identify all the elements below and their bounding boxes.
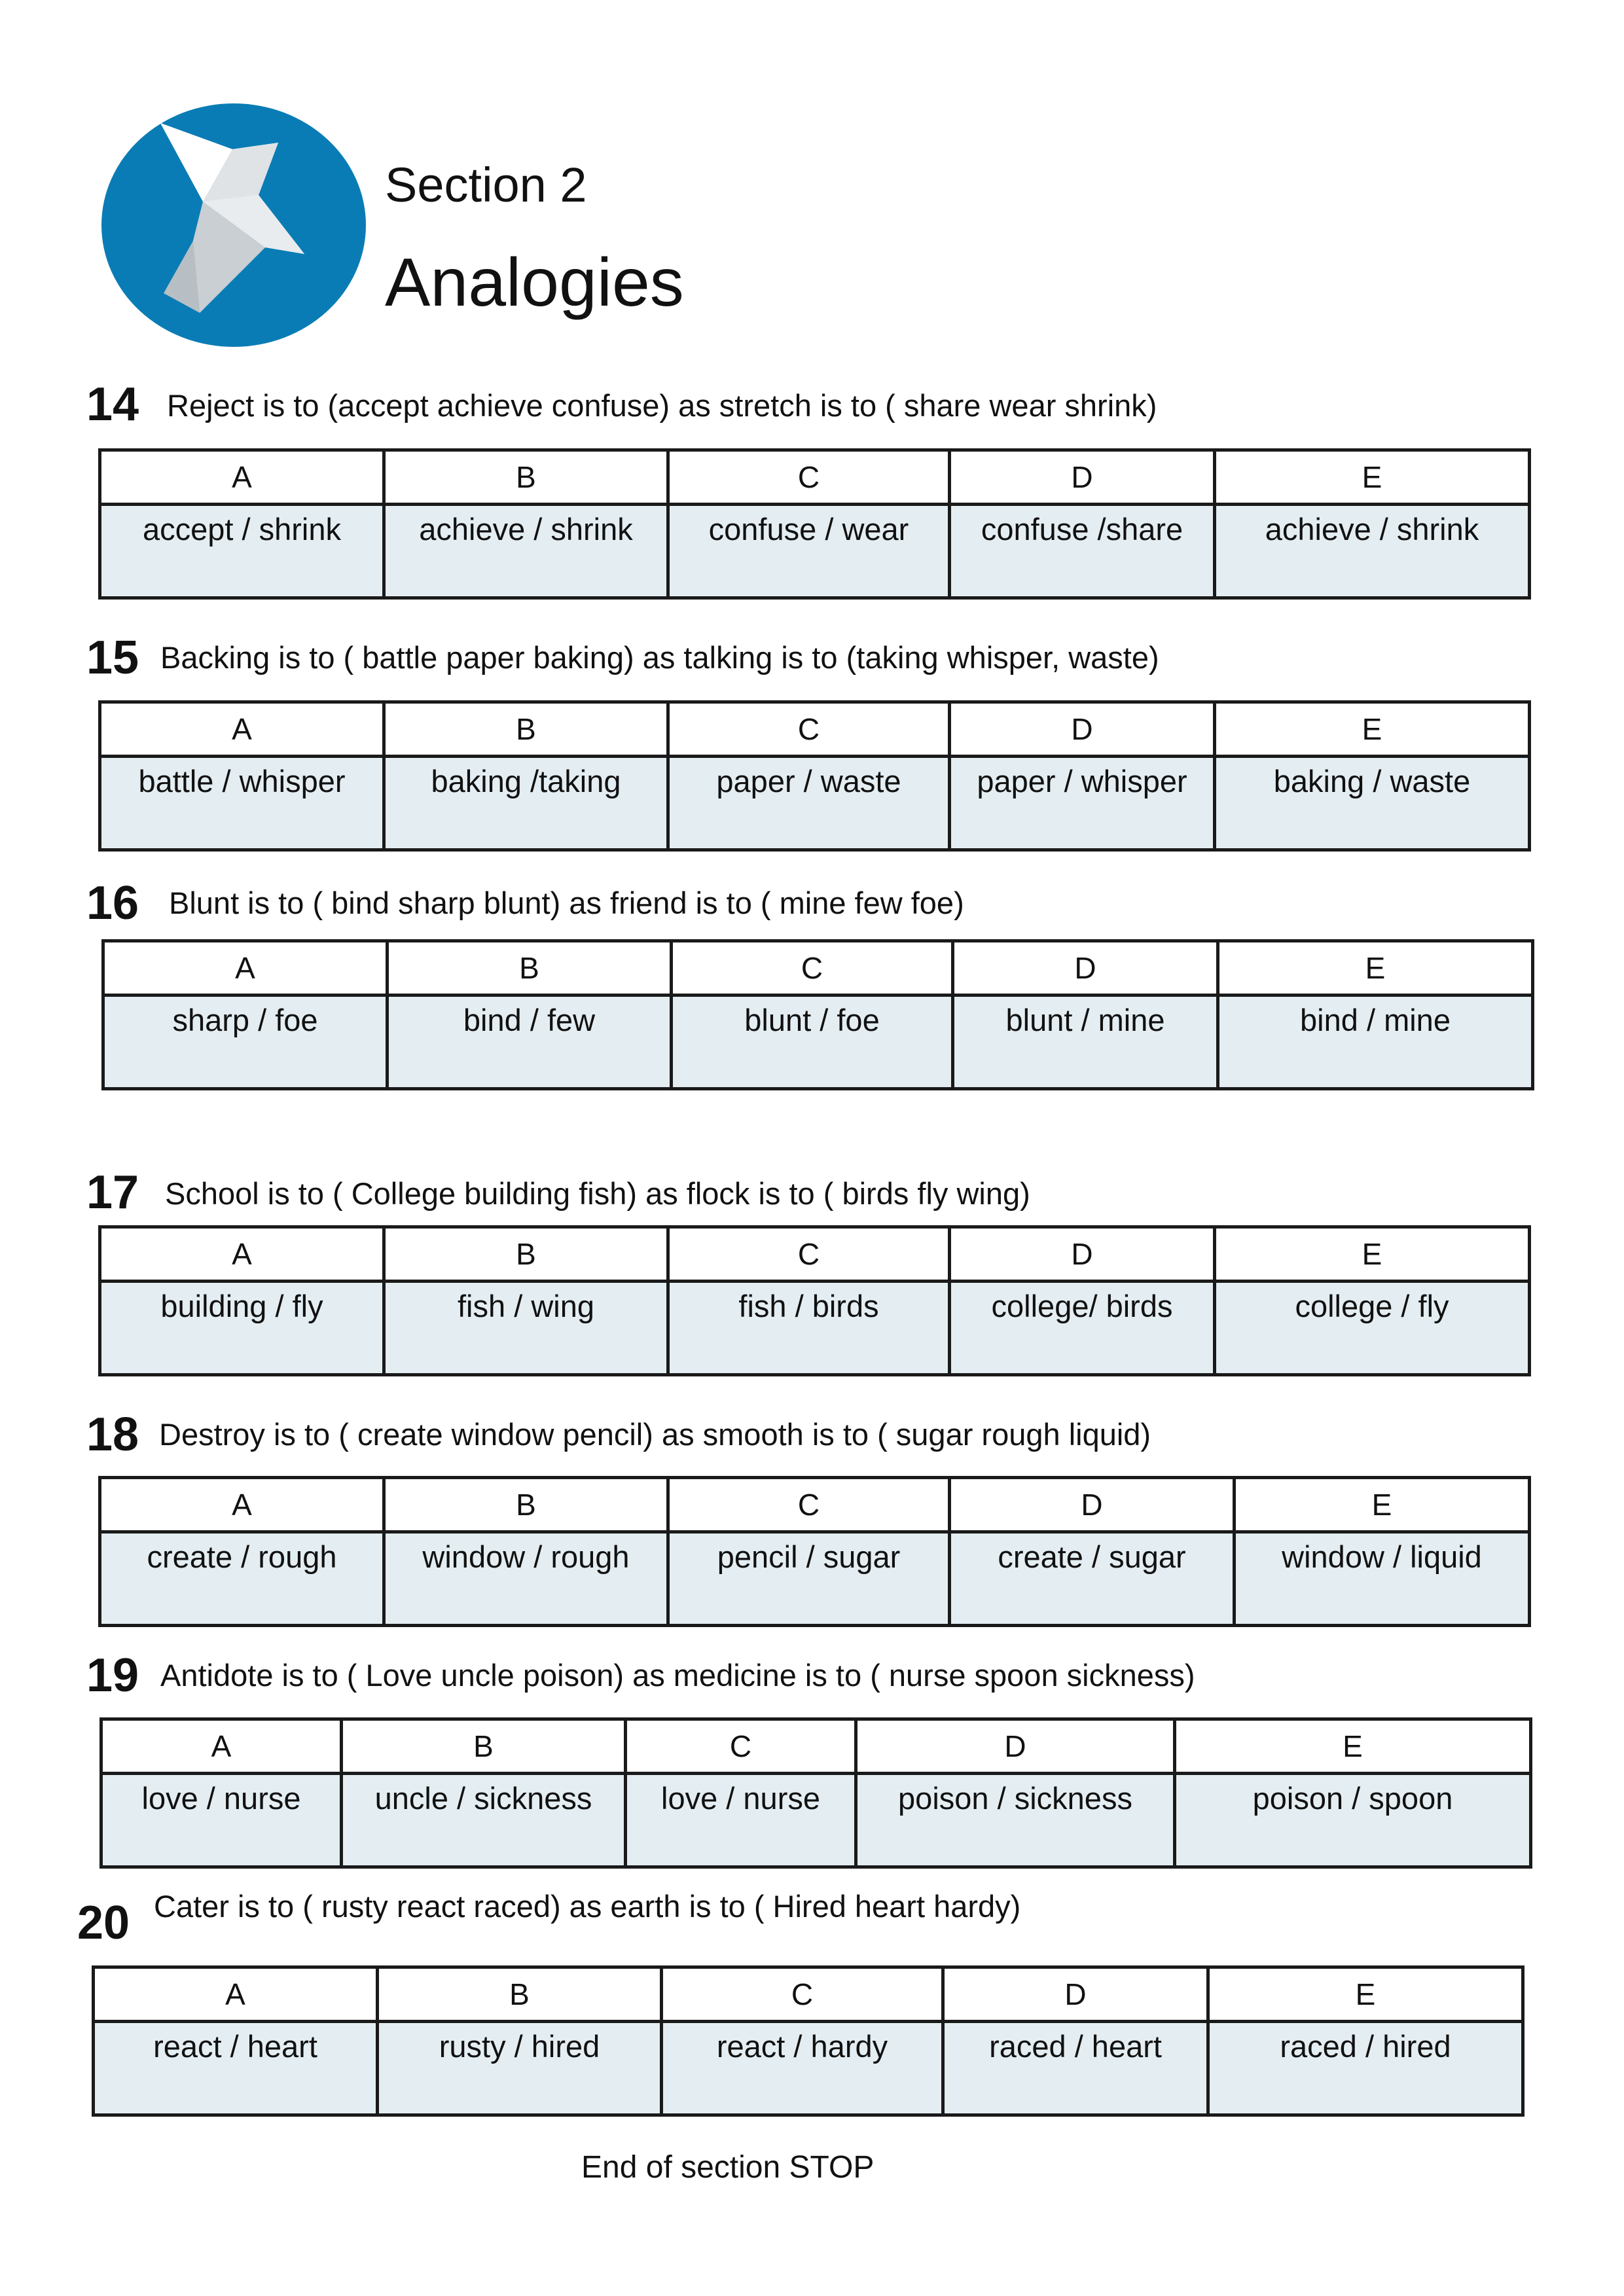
answer-option[interactable]: create / sugar [950,1532,1235,1626]
question-prompt: Destroy is to ( create window pencil) as smooth is to ( sugar rough liquid) [159,1417,1151,1452]
option-letter: D [950,1227,1215,1282]
option-letter: D [856,1719,1175,1774]
answer-option[interactable]: bind / few [388,996,672,1089]
option-letter: D [943,1967,1208,2022]
option-letter: A [100,1478,384,1532]
answer-option[interactable]: love / nurse [101,1774,342,1867]
option-letter: A [100,702,384,757]
answer-option[interactable]: building / fly [100,1282,384,1375]
question-prompt: Cater is to ( rusty react raced) as earth is to ( Hired heart hardy) [154,1889,1021,1924]
option-letter: A [100,450,384,505]
question-number: 16 [86,877,139,929]
answer-option[interactable]: react / hardy [662,2022,943,2115]
answer-option[interactable]: react / heart [94,2022,378,2115]
origami-bird-icon [101,103,366,347]
option-letter: E [1235,1478,1530,1532]
question-number: 18 [86,1408,139,1461]
option-letter: C [668,702,950,757]
option-letter: E [1208,1967,1523,2022]
option-letter: B [384,702,668,757]
option-letter: A [100,1227,384,1282]
answer-option[interactable]: raced / hired [1208,2022,1523,2115]
answer-option[interactable]: paper / waste [668,757,950,850]
option-letter: C [668,450,950,505]
option-letter: D [950,702,1215,757]
option-letter: C [662,1967,943,2022]
answer-option[interactable]: rusty / hired [378,2022,662,2115]
option-letter: A [101,1719,342,1774]
answer-options-table [98,448,1531,600]
answer-option[interactable]: baking /taking [384,757,668,850]
answer-option[interactable]: college/ birds [950,1282,1215,1375]
answer-option[interactable]: create / rough [100,1532,384,1626]
answer-option[interactable]: confuse / wear [668,505,950,598]
answer-option[interactable]: love / nurse [626,1774,856,1867]
answer-option[interactable]: sharp / foe [103,996,388,1089]
question-number: 14 [86,378,139,431]
question-prompt: Backing is to ( battle paper baking) as talking is to (taking whisper, waste) [160,640,1159,675]
question-number: 19 [86,1649,139,1702]
option-letter: E [1175,1719,1531,1774]
answer-options-table [98,700,1531,852]
question-number: 20 [77,1897,130,1949]
answer-option[interactable]: poison / sickness [856,1774,1175,1867]
option-letter: D [953,941,1218,996]
answer-options-table [99,1717,1532,1869]
answer-option[interactable]: accept / shrink [100,505,384,598]
question-prompt: Antidote is to ( Love uncle poison) as medicine is to ( nurse spoon sickness) [160,1658,1195,1693]
option-letter: B [384,1227,668,1282]
answer-options-table [92,1965,1525,2117]
option-letter: B [388,941,672,996]
option-letter: C [668,1478,950,1532]
option-letter: E [1218,941,1533,996]
answer-option[interactable]: college / fly [1215,1282,1530,1375]
question-number: 17 [86,1166,139,1219]
question-prompt: Reject is to (accept achieve confuse) as stretch is to ( share wear shrink) [167,388,1157,423]
answer-options-table [98,1476,1531,1627]
question-prompt: School is to ( College building fish) as flock is to ( birds fly wing) [165,1176,1030,1211]
option-letter: B [384,450,668,505]
end-of-section-note: End of section STOP [581,2150,875,2185]
answer-option[interactable]: uncle / sickness [342,1774,626,1867]
option-letter: C [626,1719,856,1774]
option-letter: B [384,1478,668,1532]
option-letter: C [672,941,953,996]
answer-option[interactable]: confuse /share [950,505,1215,598]
option-letter: D [950,1478,1235,1532]
option-letter: A [103,941,388,996]
answer-option[interactable]: blunt / mine [953,996,1218,1089]
answer-option[interactable]: battle / whisper [100,757,384,850]
answer-option[interactable]: fish / birds [668,1282,950,1375]
answer-option[interactable]: poison / spoon [1175,1774,1531,1867]
answer-option[interactable]: window / liquid [1235,1532,1530,1626]
answer-option[interactable]: achieve / shrink [384,505,668,598]
question-number: 15 [86,632,139,684]
answer-option[interactable]: raced / heart [943,2022,1208,2115]
question-prompt: Blunt is to ( bind sharp blunt) as friend is to ( mine few foe) [169,886,964,920]
answer-option[interactable]: baking / waste [1215,757,1530,850]
option-letter: D [950,450,1215,505]
answer-option[interactable]: pencil / sugar [668,1532,950,1626]
section-number: Section 2 [385,158,587,212]
option-letter: E [1215,1227,1530,1282]
answer-options-table [98,1225,1531,1376]
answer-option[interactable]: bind / mine [1218,996,1533,1089]
option-letter: E [1215,450,1530,505]
answer-option[interactable]: window / rough [384,1532,668,1626]
answer-option[interactable]: achieve / shrink [1215,505,1530,598]
option-letter: B [342,1719,626,1774]
answer-option[interactable]: fish / wing [384,1282,668,1375]
option-letter: A [94,1967,378,2022]
section-title: Analogies [385,245,684,321]
option-letter: C [668,1227,950,1282]
answer-options-table [101,939,1534,1090]
answer-option[interactable]: blunt / foe [672,996,953,1089]
answer-option[interactable]: paper / whisper [950,757,1215,850]
option-letter: B [378,1967,662,2022]
option-letter: E [1215,702,1530,757]
